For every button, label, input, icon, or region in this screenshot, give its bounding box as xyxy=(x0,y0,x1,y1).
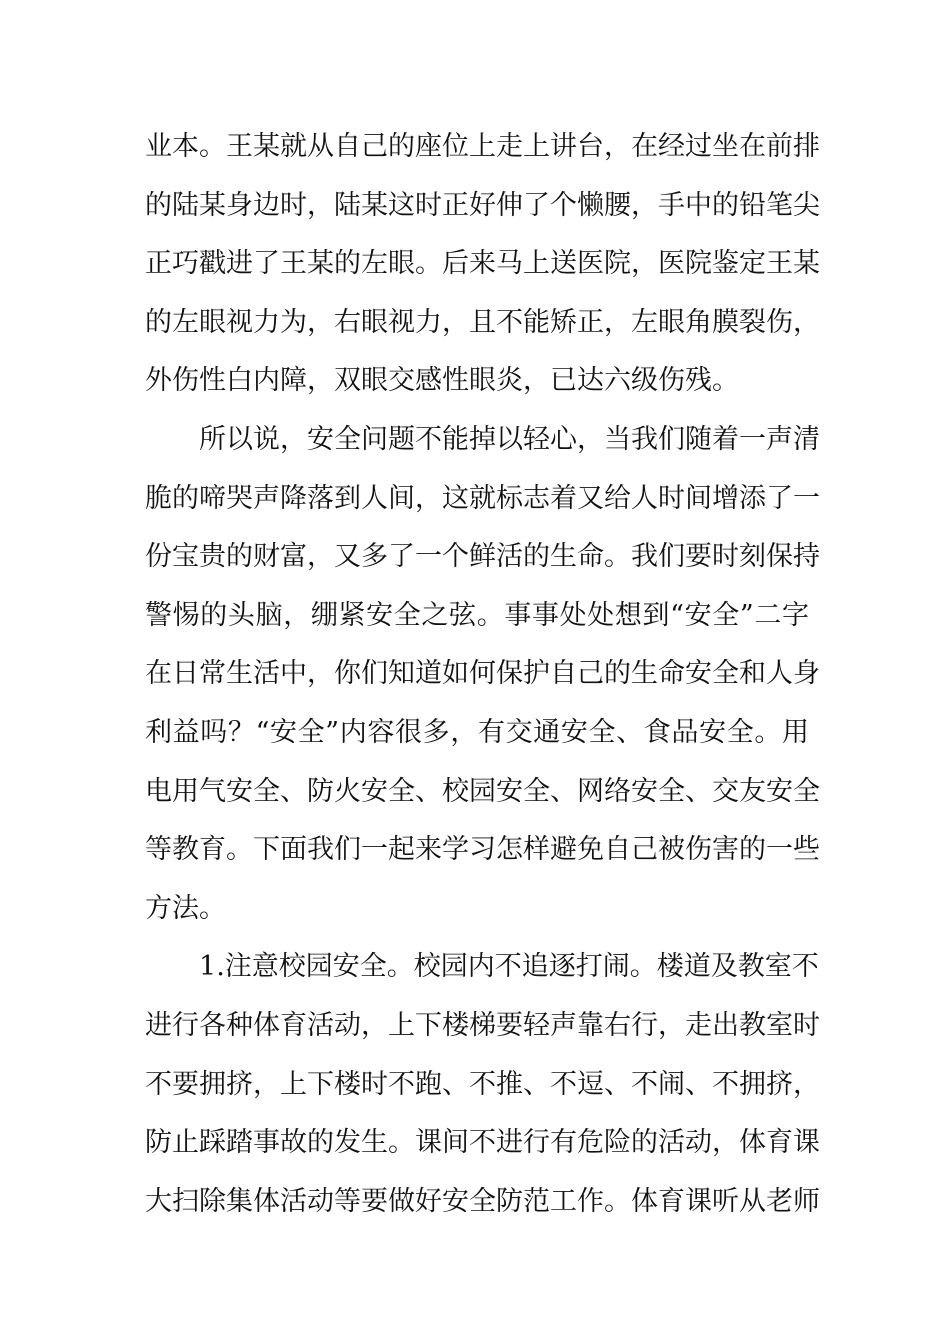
text-line: 1 . 注 意 校 园 安 全 。 校 园 内 不 追 逐 打 闹 。 楼 道 及 教 室 不 xyxy=(199,951,819,983)
text-line: 电 用 气 安 全 、 防 火 安 全 、 校 园 安 全 、 网 络 安 全 、 交 友 安 全 xyxy=(145,775,820,807)
text-line: 份 宝 贵 的 财 富 ， 又 多 了 一 个 鲜 活 的 生 命 。 我 们 要 时 刻 保 持 xyxy=(145,541,820,573)
text-line: 所 以 说 ， 安 全 问 题 不 能 掉 以 轻 心 ， 当 我 们 随 着 一 声 清 xyxy=(199,423,820,455)
text-line: 业 本 。 王 某 就 从 自 己 的 座 位 上 走 上 讲 台 ， 在 经 过 坐 在 前 排 xyxy=(145,131,820,162)
document-body xyxy=(145,118,820,1231)
text-line: 等 教 育 。 下 面 我 们 一 起 来 学 习 怎 样 避 免 自 己 被 伤 害 的 一 些 xyxy=(145,834,820,866)
text-line: 防 止 踩 踏 事 故 的 发 生 。 课 间 不 进 行 有 危 险 的 活 动 ， 体 育 课 xyxy=(145,1127,820,1159)
text-line: 大 扫 除 集 体 活 动 等 要 做 好 安 全 防 范 工 作 。 体 育 课 听 从 老 师 xyxy=(145,1185,820,1217)
text-line: 外伤性白内障，双眼交感性眼炎，已达六级伤残。 xyxy=(145,365,739,397)
text-line: 正 巧 戳 进 了 王 某 的 左 眼 。 后 来 马 上 送 医 院 ， 医 院 鉴 定 王 某 xyxy=(145,248,820,280)
text-line: 在 日 常 生 活 中 ， 你 们 知 道 如 何 保 护 自 己 的 生 命 安 全 和 人 身 xyxy=(145,658,820,690)
text-line: 警 惕 的 头 脑 ， 绷 紧 安 全 之 弦 。 事 事 处 处 想 到 “ 安 全 ” 二 字 xyxy=(145,599,809,631)
text-line: 方法。 xyxy=(145,892,226,924)
text-line: 不 要 拥 挤 ， 上 下 楼 时 不 跑 、 不 推 、 不 逗 、 不 闹 、 不 拥 挤 ， xyxy=(145,1068,820,1100)
text-line: 的 左 眼 视 力 为 ， 右 眼 视 力 ， 且 不 能 矫 正 ， 左 眼 角 膜 裂 伤 ， xyxy=(145,306,820,338)
text-line: 的 陆 某 身 边 时 ， 陆 某 这 时 正 好 伸 了 个 懒 腰 ， 手 中 的 铅 笔 尖 xyxy=(145,189,820,221)
text-line: 进 行 各 种 体 育 活 动 ， 上 下 楼 梯 要 轻 声 靠 右 行 ， 走 出 教 室 时 xyxy=(145,1009,820,1041)
text-line: 脆 的 啼 哭 声 降 落 到 人 间 ， 这 就 标 志 着 又 给 人 时 间 增 添 了 一 xyxy=(145,482,820,514)
text-line: 利 益 吗 ？ “ 安 全 ” 内 容 很 多 ， 有 交 通 安 全 、 食 品 安 全 。 用 xyxy=(145,716,809,748)
